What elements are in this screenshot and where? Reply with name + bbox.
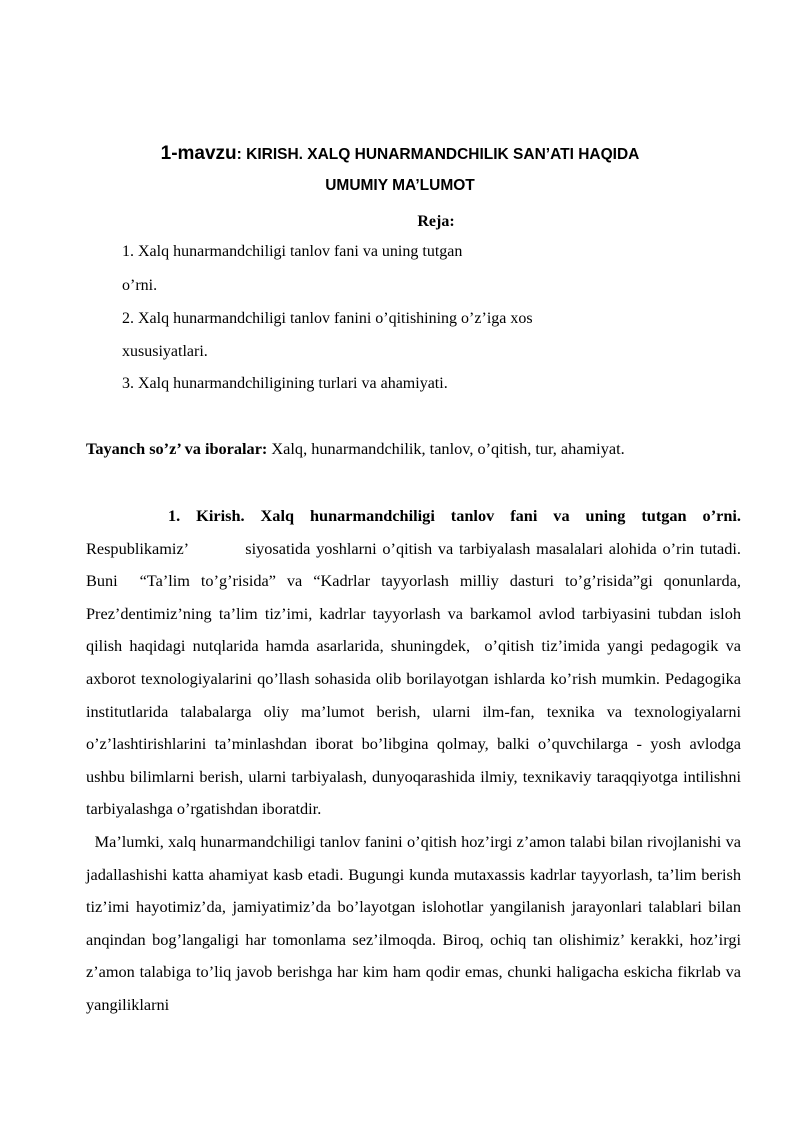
topic-title-line1: 1-mavzu: KIRISH. XALQ HUNARMANDCHILIK SAN’ATI HAQIDA (160, 143, 640, 164)
plan-heading: Reja: (417, 213, 455, 230)
topic-title: KIRISH. XALQ HUNARMANDCHILIK SAN’ATI HAQIDA (246, 146, 640, 163)
paragraph: Respublikamiz’ siyosatida yoshlarni o’qitish va tarbiyalash masalalari alohida o’rin tutadi. Buni “Ta’lim to’g’risida” va “Kadrlar tayyorlash milliy dasturi to’g’risida”gi qonunlarda, Prez’dentimiz’ning ta’lim tiz’imi, kadrlar tayyorlash va barkamol avlod tarbiyasini tubdan isloh qilish haqidagi nutqlarida hamda asarlarida, shuningdek, o’qitish tiz’imida yangi pedagogik va axborot texnologiyalarini qo’llash sohasida olib borilayotgan ishlarda ko’rish mumkin. Pedagogika institutlarida talabalarga oliy ma’lumot berish, ularni ilm-fan, texnika va texnologiyalarni o’z’lashtirishlarini ta’minlashdan iborat bo’libgina qolmay, balki o’quvchilarga - yosh avlodga ushbu bilimlarni berish, ularni tarbiyalash, dunyoqarashida ilmiy, texnikaviy taraqqiyotga intilishni tarbiyalashga o’rgatishdan iboratdir. (86, 538, 746, 819)
paragraph: Ma’lumki, xalq hunarmandchiligi tanlov fanini o’qitish hoz’irgi z’amon talabi bilan rivojlanishi va jadallashishi katta ahamiyat kasb etadi. Bugungi kunda mutaxassis kadrlar tayyorlash, ta’lim berish tiz’imi hayotimiz’da, jamiyatimiz’da bo’layotgan islohotlar yangilanish jarayonlari talablari bilan anqindan bog’langaligi har tomonlama sez’ilmoqda. Biroq, ochiq tan olishimiz’ kerakki, hoz’irgi z’amon talabiga to’liq javob berishga har kim ham qodir emas, chunki haligacha eskicha fikrlab va yangiliklarni (86, 831, 746, 1014)
section-heading-line (86, 500, 741, 533)
plan-item: o’rni. (122, 277, 158, 294)
body-text (86, 500, 746, 1022)
topic-number: 1-mavzu (160, 143, 237, 164)
topic-title-line2: UMUMIY MA’LUMOT (325, 177, 475, 194)
plan-item: 3. Xalq hunarmandchiligining turlari va ahamiyati. (122, 375, 448, 392)
plan-item: 1. Xalq hunarmandchiligi tanlov fani va uning tutgan (122, 243, 463, 260)
keywords-line (86, 439, 625, 459)
section-heading: 1. Kirish. Xalq hunarmandchiligi tanlov fani va uning tutgan o’rni. (168, 506, 741, 525)
plan-item: xususiyatlari. (122, 343, 208, 360)
keywords-text: Xalq, hunarmandchilik, tanlov, o’qitish, tur, ahamiyat. (267, 439, 625, 458)
keywords-label: Tayanch so’z’ va iboralar: (86, 439, 268, 458)
plan-item: 2. Xalq hunarmandchiligi tanlov fanini o’qitishining o’z’iga xos (122, 310, 533, 327)
